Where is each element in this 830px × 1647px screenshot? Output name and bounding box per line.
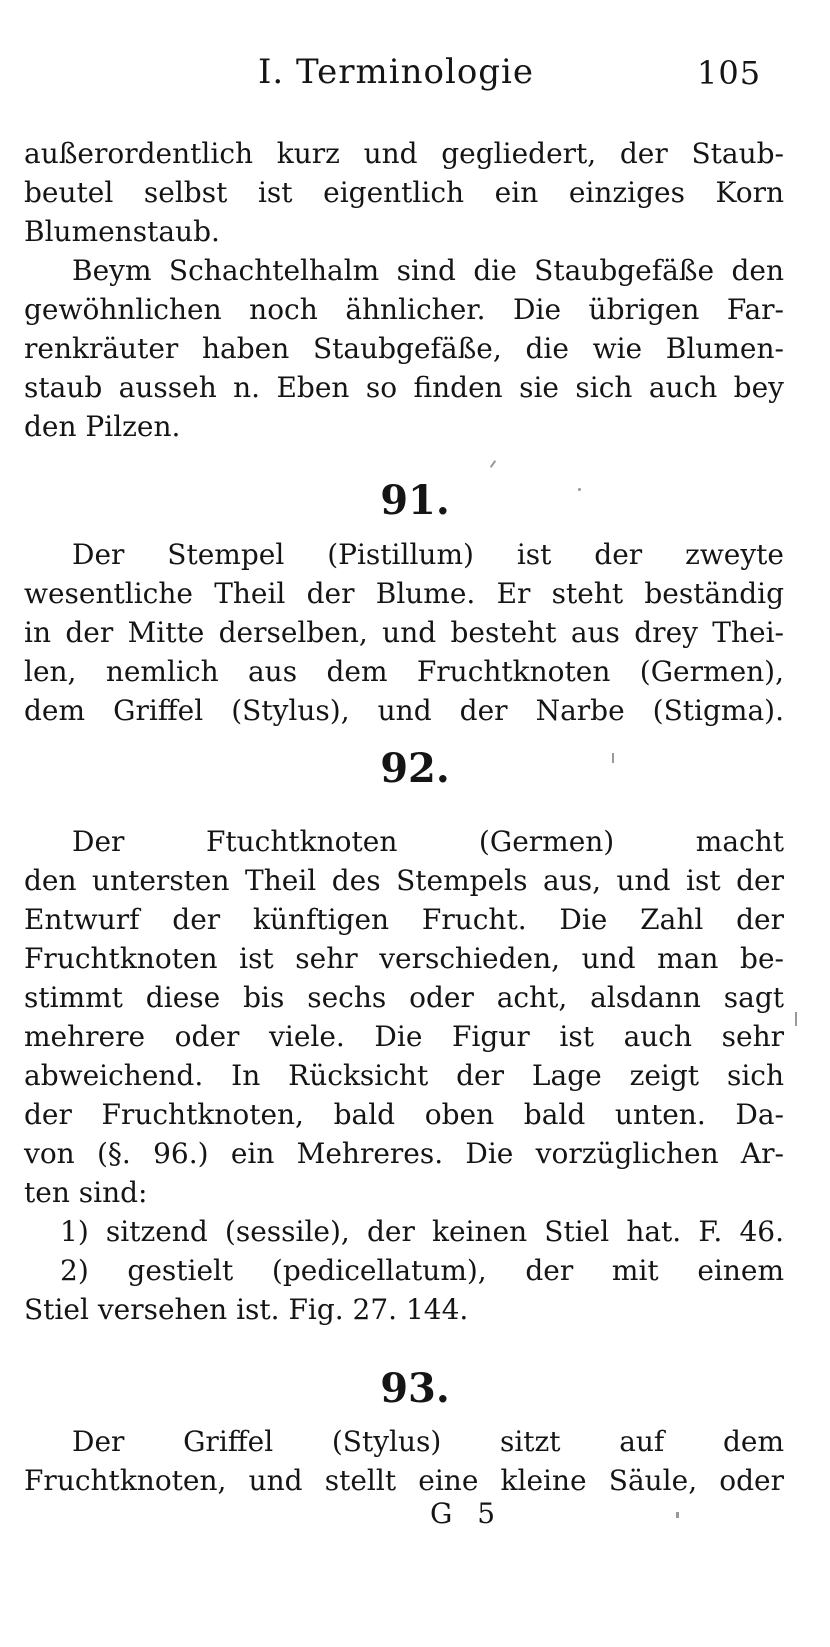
- list-item-continuation: Stiel versehen ist. Fig. 27. 144.: [24, 1293, 469, 1326]
- section-91-text: [24, 535, 784, 730]
- text-line: staub ausseh n. Eben so finden sie sich auch bey: [24, 371, 784, 404]
- running-title: I. Terminologie: [258, 52, 535, 92]
- text-line: stimmt diese bis sechs oder acht, alsdann sagt: [24, 981, 784, 1014]
- scan-speck: [676, 1512, 679, 1518]
- page-number: 105: [697, 54, 762, 92]
- text-line: Beym Schachtelhalm sind die Staubgefäße den: [72, 254, 784, 287]
- text-line: beutel selbst ist eigentlich ein einziges Korn: [24, 176, 784, 209]
- text-line: den untersten Theil des Stempels aus, und ist der: [24, 864, 784, 897]
- text-line: in der Mitte derselben, und besteht aus drey Thei-: [24, 616, 784, 649]
- text-line: Blumenstaub.: [24, 215, 220, 248]
- scan-speck: [578, 488, 581, 491]
- text-line: Fruchtknoten ist sehr verschieden, und man be-: [24, 942, 784, 975]
- text-line: mehrere oder viele. Die Figur ist auch sehr: [24, 1020, 784, 1053]
- text-line: Entwurf der künftigen Frucht. Die Zahl der: [24, 903, 784, 936]
- text-line: len, nemlich aus dem Fruchtknoten (Germen),: [24, 655, 784, 688]
- text-line: Der Ftuchtknoten (Germen) macht: [72, 825, 784, 858]
- text-line: von (§. 96.) ein Mehreres. Die vorzüglichen Ar-: [24, 1137, 784, 1170]
- printer-signature: G 5: [430, 1497, 504, 1530]
- section-number-91: 91.: [380, 477, 450, 524]
- scan-speck: [490, 460, 496, 468]
- text-line: Fruchtknoten, und stellt eine kleine Säule, oder: [24, 1464, 784, 1497]
- section-number-93: 93.: [380, 1365, 450, 1412]
- text-line: abweichend. In Rücksicht der Lage zeigt sich: [24, 1059, 784, 1092]
- paragraph-schachtelhalm: [24, 251, 784, 446]
- list-item: 2) gestielt (pedicellatum), der mit einem: [60, 1254, 784, 1287]
- section-number-92: 92.: [380, 745, 450, 792]
- text-line: renkräuter haben Staubgefäße, die wie Blumen-: [24, 332, 784, 365]
- scan-speck: [795, 1012, 797, 1026]
- text-line: den Pilzen.: [24, 410, 181, 443]
- text-line: wesentliche Theil der Blume. Er steht beständig: [24, 577, 784, 610]
- text-line: der Fruchtknoten, bald oben bald unten. Da-: [24, 1098, 784, 1131]
- text-line: außerordentlich kurz und gegliedert, der Staub-: [24, 137, 784, 170]
- text-line: Der Griffel (Stylus) sitzt auf dem: [72, 1425, 784, 1458]
- text-line: ten sind:: [24, 1176, 148, 1209]
- text-line: Der Stempel (Pistillum) ist der zweyte: [72, 538, 784, 571]
- paragraph-continuation: [24, 134, 784, 251]
- text-line: dem Griffel (Stylus), und der Narbe (Stigma).: [24, 694, 784, 727]
- running-header: [0, 52, 830, 102]
- scan-speck: [612, 753, 614, 763]
- text-line: gewöhnlichen noch ähnlicher. Die übrigen Far-: [24, 293, 784, 326]
- section-92-text: [24, 822, 784, 1329]
- list-item: 1) sitzend (sessile), der keinen Stiel hat. F. 46.: [60, 1215, 784, 1248]
- section-93-text: [24, 1422, 784, 1500]
